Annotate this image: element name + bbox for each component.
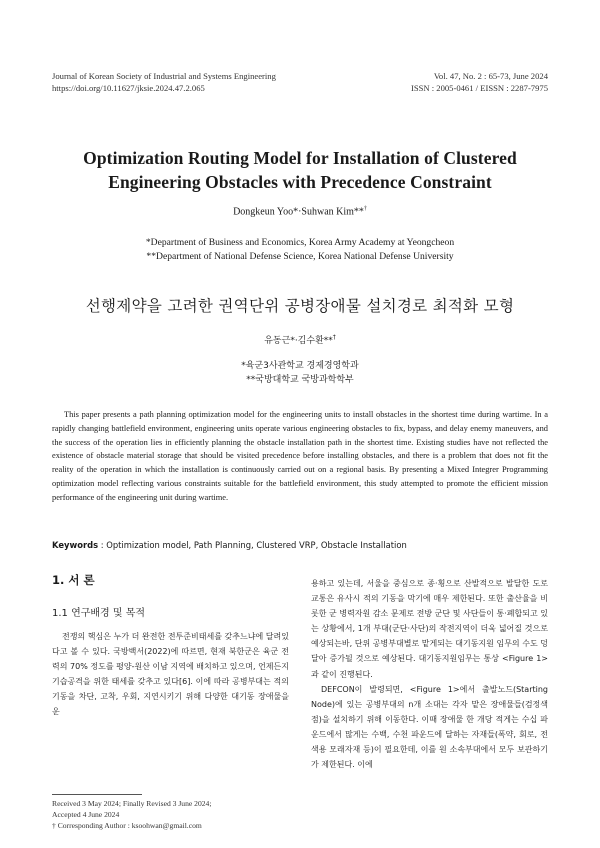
footnote-corresponding: † Corresponding Author : ksoohwan@gmail.com — [52, 820, 202, 830]
issn-info: ISSN : 2005-0461 / EISSN : 2287-7975 — [410, 83, 548, 93]
footnote-received: Received 3 May 2024; Finally Revised 3 June 2024; — [52, 799, 212, 808]
affiliations-korean — [40, 359, 560, 387]
volume-info: Vol. 47, No. 2 : 65-73, June 2024 — [433, 71, 548, 81]
footnote — [52, 799, 289, 831]
journal-name: Journal of Korean Society of Industrial and Systems Engineering — [52, 71, 276, 81]
authors-english-names: Dongkeun Yoo*·Suhwan Kim** — [233, 206, 364, 218]
abstract: This paper presents a path planning optimization model for the engineering units to install obstacles in the shortest time during wartime. In a rapidly changing battlefield environment, engineering units operate various engineering obstacles to fix, bypass, and delay enemy maneuvers, and the success of the operation lies in efficiently planning the obstacle installation path in the shortest time. Existing studies have not reflected the existence of obstacle material storage that should be visited precedence before installing obstacles, and there is a problem that does not fit the reality of the operation in which the installation is continuously carried out on a regional basis. By presenting a Mixed Integrer Programming optimization model reflecting various constraints suitable for the battlefield environment, this study attempted to promote the efficient mission performance of the engineering unit during wartime. — [52, 410, 548, 502]
keywords-label: Keywords — [52, 540, 99, 550]
journal-header-right — [411, 70, 548, 94]
affiliation-en-1: *Department of Business and Economics, Korea Army Academy at Yeongcheon — [145, 237, 455, 248]
keywords-list: : Optimization model, Path Planning, Clustered VRP, Obstacle Installation — [98, 540, 407, 550]
title-korean: 선행제약을 고려한 권역단위 공병장애물 설치경로 최적화 모형 — [85, 297, 515, 315]
subsection-heading-background: 1.1 연구배경 및 목적 — [52, 608, 146, 619]
journal-header-left — [52, 70, 276, 94]
affiliations-english — [40, 236, 560, 264]
body-paragraph-2: DEFCON이 발령되면, <Figure 1>에서 출발노드(Starting Node)에 있는 공병부대의 n개 소대는 각자 맡은 장애물들(검정색 점)을 설치하기 위해 이동한다. 이때 장애물 한 개당 적게는 수십 파운드에서 많게는 수백, 수천 파운드에 달하는 자재들(폭약, 회로, 전색용 모래자재 등)이 필요한데, 이를 원 소속부대에서 모두 보관하기가 제한된다. 이에 — [311, 684, 548, 770]
authors-korean-names: 유동근*·김수환** — [264, 336, 333, 346]
affiliation-ko-2: **국방대학교 국방과학학부 — [246, 375, 354, 385]
corresponding-mark-ko: † — [332, 334, 336, 341]
authors-english — [40, 206, 560, 217]
doi-link[interactable]: https://doi.org/10.11627/jksie.2024.47.2.065 — [52, 83, 205, 93]
footnote-divider — [52, 794, 142, 795]
affiliation-ko-1: *육군3사관학교 경제경영학과 — [241, 361, 359, 371]
title-english-line2: Engineering Obstacles with Precedence Constraint — [108, 172, 492, 192]
body-paragraph-1: 용하고 있는데, 서울을 중심으로 종·횡으로 산발적으로 발달한 도로교통은 유사시 적의 기동을 막기에 매우 제한된다. 또한 출산율을 비롯한 군 병력자원 감소 문제로 전방 군단 및 사단들이 통·폐합되고 있는 상황에서, 1개 부대(군단·사단)의 작전지역이 더욱 넓어질 것으로 예상되는바, 단위 공병부대별로 맡게되는 대기동지원 임무의 수도 덩달아 증가될 것으로 예상된다. 대기동지원임무는 통상 <Figure 1>과 같이 진행된다. — [311, 579, 548, 679]
authors-korean — [40, 333, 560, 346]
corresponding-mark-en: † — [363, 206, 367, 212]
body-column-right — [311, 576, 548, 772]
title-english-line1: Optimization Routing Model for Installation of Clustered — [83, 148, 517, 168]
keywords — [52, 540, 548, 550]
section-heading-introduction: 1. 서 론 — [52, 573, 95, 587]
title-english — [40, 146, 560, 194]
affiliation-en-2: **Department of National Defense Science, Korea National Defense University — [146, 251, 454, 262]
body-column-left: 전쟁의 핵심은 누가 더 완전한 전투준비태세를 갖추느냐에 달려있다고 볼 수 있다. 국방백서(2022)에 따르면, 현재 북한군은 육군 전력의 70% 정도를 평양-원산 이남 지역에 배치하고 있으며, 언제든지 기습공격을 위한 태세를 갖추고 있다[6]. 이에 따라 공병부대는 적의 기동을 차단, 고착, 우회, 지연시키기 위해 다양한 대기동 장애물을 운 — [52, 632, 289, 717]
footnote-accepted: Accepted 4 June 2024 — [52, 809, 120, 819]
